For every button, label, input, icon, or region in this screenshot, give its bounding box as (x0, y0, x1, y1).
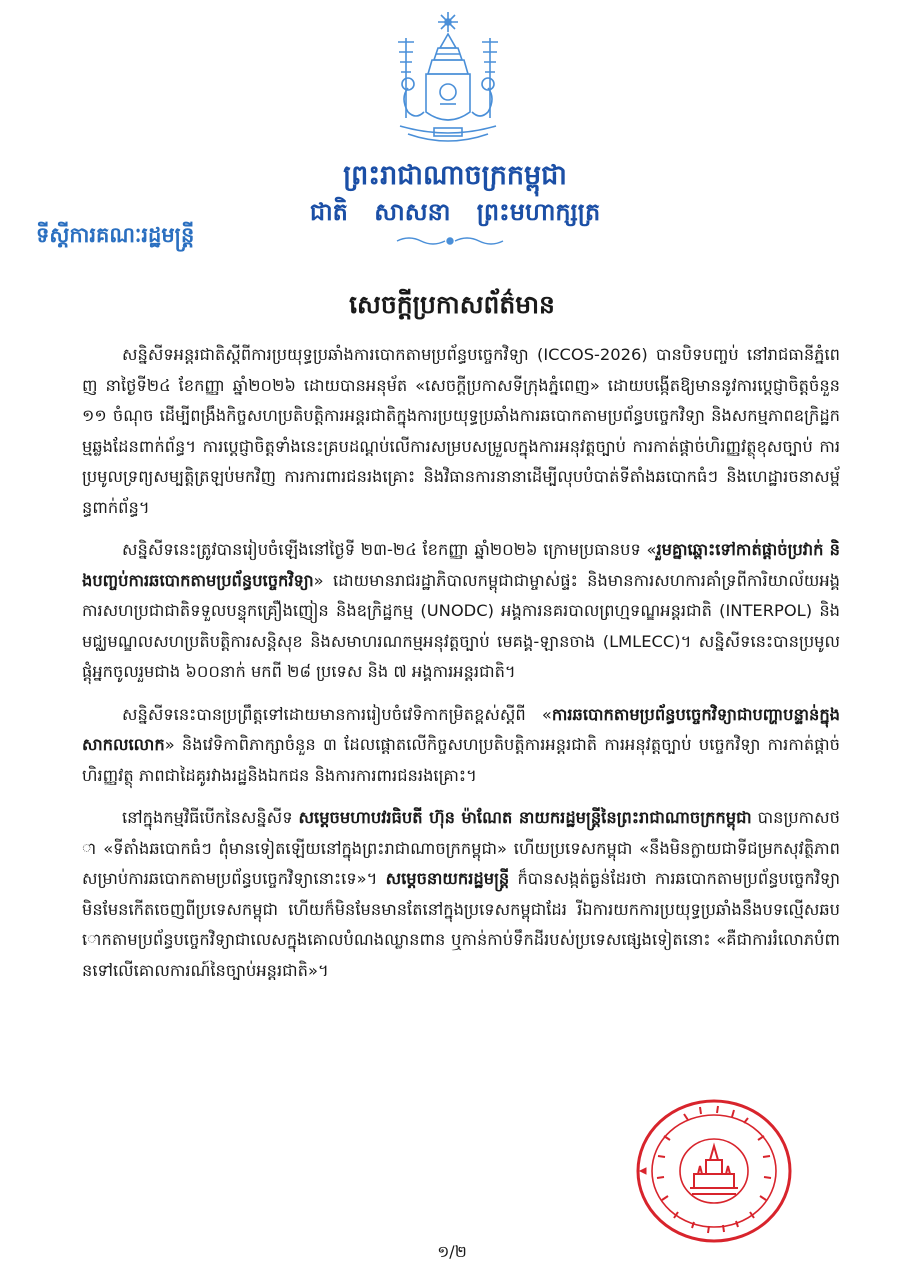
page-number: ១/២ (437, 1242, 467, 1261)
page-title: សេចក្តីប្រកាសព័ត៌មាន (349, 290, 555, 319)
paragraph-1 (82, 340, 840, 523)
issuing-office: ទីស្តីការគណៈរដ្ឋមន្ត្រី (36, 223, 195, 247)
paragraph-4 (82, 803, 840, 986)
council-of-ministers-seal-icon (634, 1096, 794, 1246)
royal-coat-of-arms-icon (378, 8, 518, 158)
national-motto: ជាតិ សាសនា ព្រះមហាក្សត្រ (309, 198, 601, 226)
document-body (82, 340, 840, 998)
conference-theme: រួមគ្នាឆ្ពោះទៅកាត់ផ្តាច់ប្រវាក់ និងបញ្ចប់ការឆបោកតាមប្រព័ន្ធបច្ចេកវិទ្យា (82, 540, 840, 590)
paragraph-text: សន្និសីទអន្តរជាតិស្តីពីការប្រយុទ្ធប្រឆាំងការបោកតាមប្រព័ន្ធបច្ចេកវិទ្យា (ICCOS-2026) បានបិទបញ្ចប់ នៅរាជធានីភ្នំពេញ នាថ្ងៃទី២៤ ខែកញ្ញា ឆ្នាំ២០២៦ ដោយបានអនុម័ត «សេចក្តីប្រកាសទីក្រុងភ្នំពេញ» ដោយបង្កើតឱ្យមាននូវការប្តេជ្ញាចិត្តចំនួន ១១ ចំណុច ដើម្បីពង្រឹងកិច្ចសហប្រតិបត្តិការអន្តរជាតិក្នុងការប្រយុទ្ធប្រឆាំងការឆបោកតាមប្រព័ន្ធបច្ចេកវិទ្យា និងសកម្មភាពឧក្រិដ្ឋកម្មឆ្លងដែនពាក់ព័ន្ធ។ ការប្តេជ្ញាចិត្តទាំងនេះគ្របដណ្តប់លើការសម្របសម្រួលក្នុងការអនុវត្តច្បាប់ ការកាត់ផ្តាច់ហិរញ្ញវត្ថុខុសច្បាប់ ការប្រមូលទ្រព្យសម្បត្តិត្រឡប់មកវិញ ការការពារជនរងគ្រោះ និងវិធានការនានាដើម្បីលុបបំបាត់ទីតាំងឆបោកធំៗ និងហេដ្ឋារចនាសម្ព័ន្ធពាក់ព័ន្ធ។ (82, 345, 840, 517)
paragraph-text: សន្និសីទនេះបានប្រព្រឹត្តទៅដោយមានការរៀបចំវេទិកាកម្រិតខ្ពស់ស្តីពី « (122, 704, 552, 724)
paragraph-text: បានប្រកាសថា «ទីតាំងឆបោកធំៗ ពុំមានទៀតឡើយនៅក្នុងព្រះរាជាណាចក្រកម្ពុជា» ហើយប្រទេសកម្ពុជា «នឹងមិនក្លាយជាទីជម្រកសុវត្ថិភាពសម្រាប់ការឆបោកតាមប្រព័ន្ធបច្ចេកវិទ្យានោះទេ»។ (82, 808, 840, 888)
forum-title: ការឆបោកតាមប្រព័ន្ធបច្ចេកវិទ្យាជាបញ្ហាបន្ទាន់ក្នុងសាកលលោក (82, 704, 840, 754)
paragraph-text: នៅក្នុងកម្មវិធីបើកនៃសន្និសីទ (122, 808, 299, 827)
paragraph-text: » ដោយមានរាជរដ្ឋាភិបាលកម្ពុជាជាម្ចាស់ផ្ទះ និងមានការសហការគាំទ្រពីការិយាល័យអង្គការសហប្រជាជាតិទទួលបន្ទុកគ្រឿងញៀន និងឧក្រិដ្ឋកម្ម (UNODC) អង្គការនគរបាលព្រហ្មទណ្ឌអន្តរជាតិ (INTERPOL) និងមជ្ឈមណ្ឌលសហប្រតិបត្តិការសន្តិសុខ និងសមាហរណកម្មអនុវត្តច្បាប់ មេគង្គ-ឡានចាង (LMLECC)។ សន្និសីទនេះបានប្រមូលផ្តុំអ្នកចូលរួមជាង ៦០០នាក់ មកពី ២៨ ប្រទេស និង ៧ អង្គការអន្តរជាតិ។ (82, 570, 840, 681)
paragraph-text: សន្និសីទនេះត្រូវបានរៀបចំឡើងនៅថ្ងៃទី ២៣-២៤ ខែកញ្ញា ឆ្នាំ២០២៦ ក្រោមប្រធានបទ « (122, 540, 657, 559)
prime-minister-name: សម្តេចមហាបវរធិបតី ហ៊ុន ម៉ាណែត នាយករដ្ឋមន្ត្រីនៃព្រះរាជាណាចក្រកម្ពុជា (298, 808, 752, 827)
paragraph-2 (82, 535, 840, 688)
decorative-divider-icon (395, 234, 505, 248)
paragraph-text: » និងវេទិកាពិភាក្សាចំនួន ៣ ដែលផ្តោតលើកិច្ចសហប្រតិបត្តិការអន្តរជាតិ ការអនុវត្តច្បាប់ បច្ចេកវិទ្យា ការកាត់ផ្តាច់ហិរញ្ញវត្ថុ ភាពជាដៃគូរវាងរដ្ឋនិងឯកជន និងការការពារជនរងគ្រោះ។ (82, 735, 840, 785)
paragraph-3 (82, 700, 840, 792)
kingdom-name: ព្រះរាជាណាចក្រកម្ពុជា (343, 160, 567, 191)
prime-minister-title: សម្តេចនាយករដ្ឋមន្ត្រី (385, 869, 510, 888)
paragraph-text: ក៏បានសង្កត់ធ្ងន់ដែរថា ការឆបោកតាមប្រព័ន្ធបច្ចេកវិទ្យាមិនមែនកើតចេញពីប្រទេសកម្ពុជា ហើយក៏មិនមែនមានតែនៅក្នុងប្រទេសកម្ពុជាដែរ រីឯការយកការប្រយុទ្ធប្រឆាំងនឹងបទល្មើសឆបោកតាមប្រព័ន្ធបច្ចេកវិទ្យាជាលេសក្នុងគោលបំណងឈ្លានពាន ឬកាន់កាប់ទឹកដីរបស់ប្រទេសផ្សេងទៀតនោះ «គឺជាការរំលោភបំពានទៅលើគោលការណ៍នៃច្បាប់អន្តរជាតិ»។ (82, 869, 840, 980)
